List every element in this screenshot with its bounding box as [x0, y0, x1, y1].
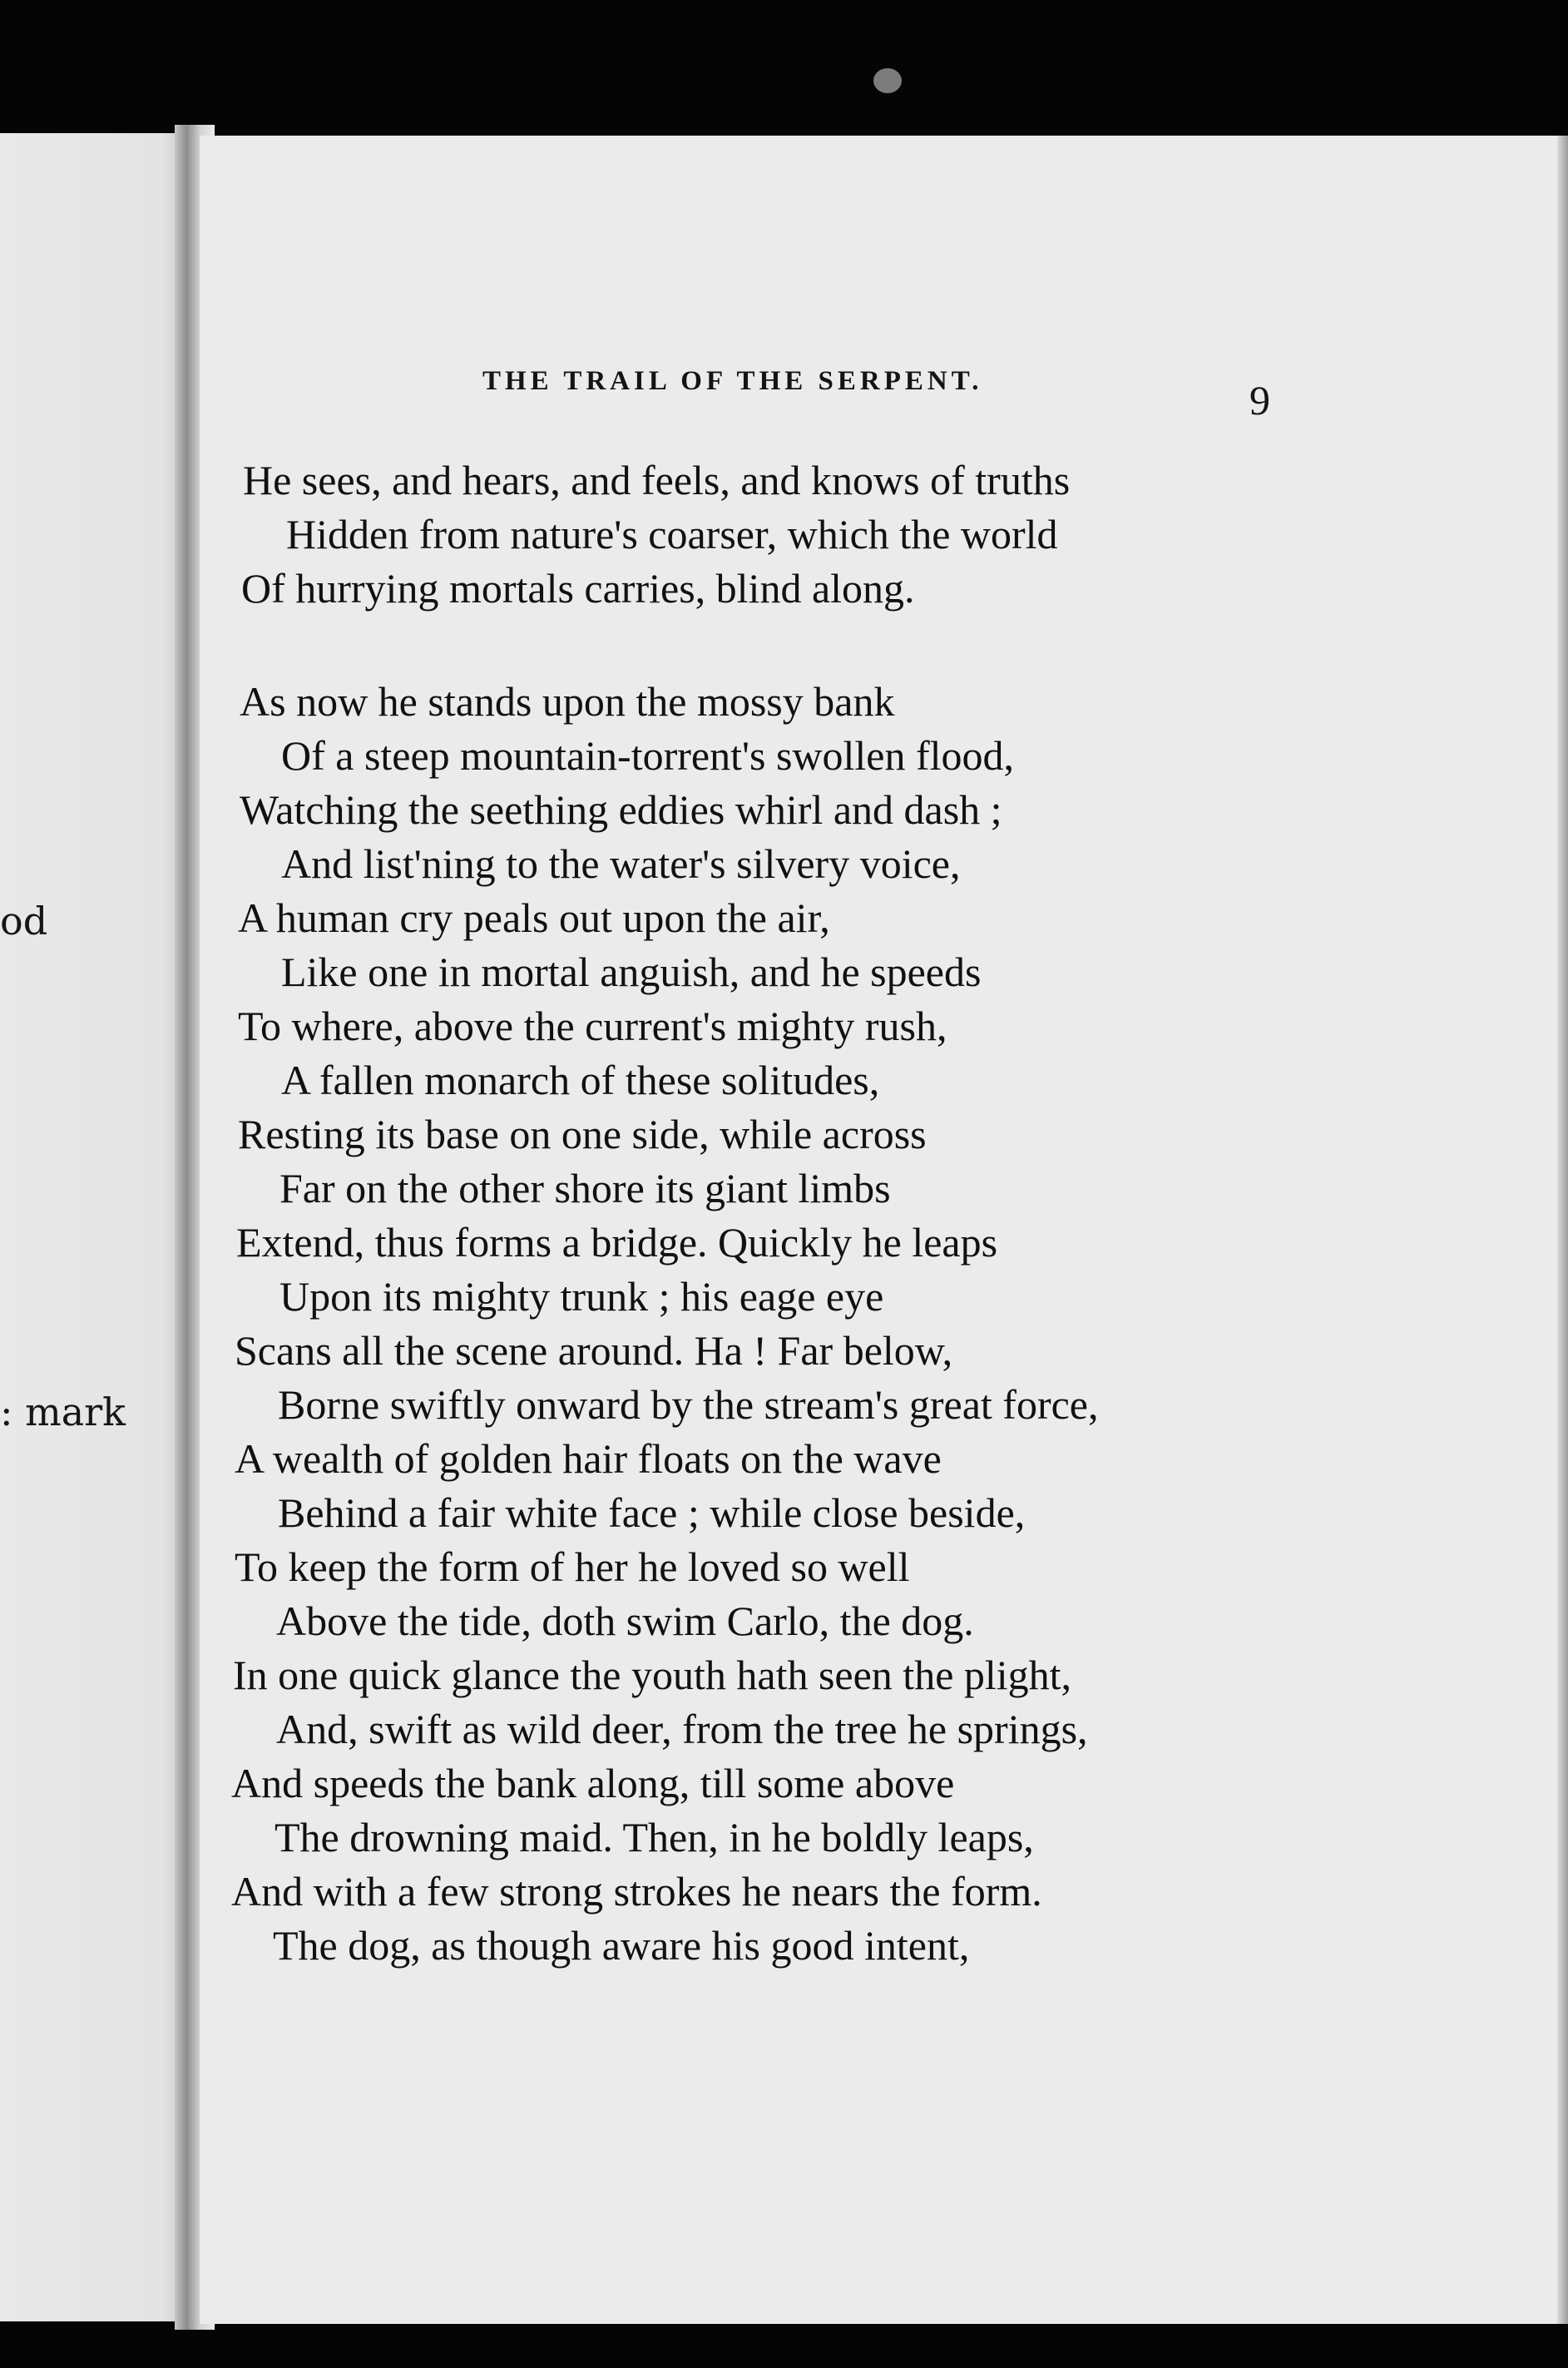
- verse-line: The drowning maid. Then, in he boldly leaps,: [275, 1814, 1034, 1860]
- verse-line: Upon its mighty trunk ; his eage eye: [279, 1273, 884, 1320]
- running-title: THE TRAIL OF THE SERPENT.: [482, 366, 983, 396]
- verse-line: As now he stands upon the mossy bank: [240, 678, 895, 725]
- page-edge-shadow: [1557, 136, 1568, 2324]
- verse-line: Extend, thus forms a bridge. Quickly he leaps: [236, 1219, 998, 1266]
- ink-blot: [873, 68, 902, 93]
- verse-line: Borne swiftly onward by the stream's great force,: [278, 1381, 1099, 1428]
- verse-line: Scans all the scene around. Ha ! Far below,: [235, 1327, 953, 1374]
- verse-line: Like one in mortal anguish, and he speeds: [281, 949, 982, 995]
- verse-line: And list'ning to the water's silvery voice,: [281, 840, 961, 887]
- verse-line: Of a steep mountain-torrent's swollen flood,: [281, 732, 1015, 779]
- verse-line: Watching the seething eddies whirl and dash ;: [240, 786, 1002, 833]
- verse-line: And with a few strong strokes he nears the form.: [231, 1868, 1042, 1915]
- verse-line: And, swift as wild deer, from the tree he springs,: [276, 1706, 1088, 1752]
- left-page-fragment: od: [0, 899, 48, 944]
- verse-line: Of hurrying mortals carries, blind along.: [241, 565, 915, 612]
- verse-line: To keep the form of her he loved so well: [235, 1543, 910, 1590]
- verse-line: The dog, as though aware his good intent,: [273, 1922, 970, 1969]
- verse-line: Behind a fair white face ; while close beside,: [278, 1489, 1026, 1536]
- verse-line: To where, above the current's mighty rush,: [238, 1003, 947, 1049]
- verse-line: Far on the other shore its giant limbs: [279, 1165, 891, 1211]
- verse-line: And speeds the bank along, till some above: [231, 1760, 955, 1806]
- verse-line: He sees, and hears, and feels, and knows of truths: [243, 457, 1071, 503]
- verse-line: Resting its base on one side, while across: [238, 1111, 927, 1157]
- verse-line: Above the tide, doth swim Carlo, the dog.: [276, 1598, 974, 1644]
- verse-line: In one quick glance the youth hath seen the plight,: [233, 1652, 1072, 1698]
- verse-line: Hidden from nature's coarser, which the world: [286, 511, 1058, 557]
- verse-line: A fallen monarch of these solitudes,: [281, 1057, 880, 1103]
- page-number: 9: [1249, 377, 1270, 424]
- left-page-fragment: : mark: [0, 1390, 126, 1434]
- verse-line: A wealth of golden hair floats on the wave: [235, 1435, 942, 1482]
- left-page: [0, 133, 190, 2321]
- verse-line: A human cry peals out upon the air,: [238, 894, 830, 941]
